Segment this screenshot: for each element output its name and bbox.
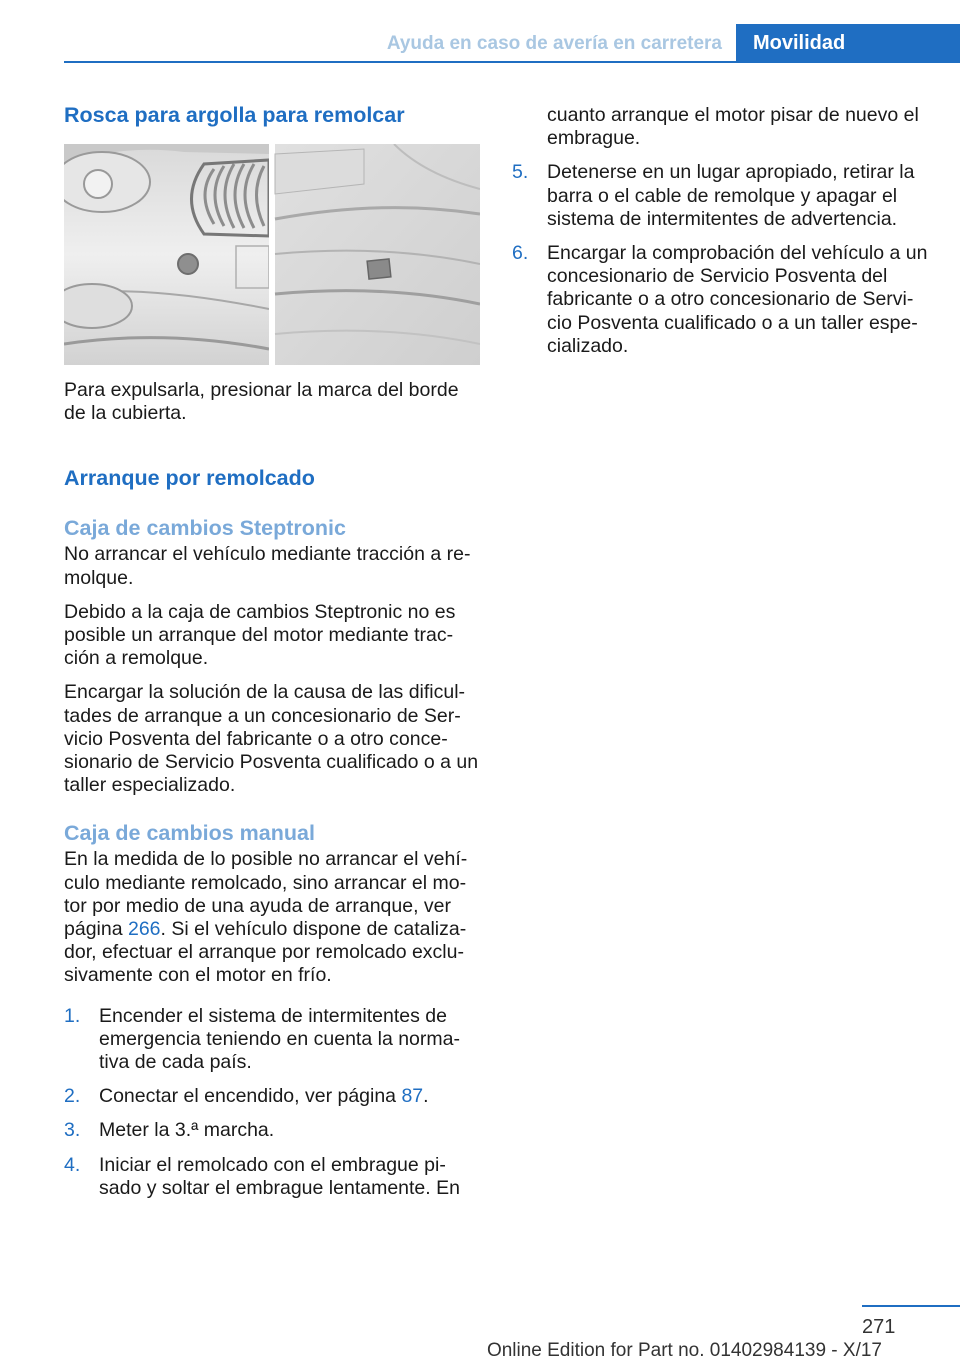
list-text: Iniciar el remolcado con el embrague pi‐sado y soltar el embrague lentamente. En [99,1153,460,1199]
list-number: 2. [64,1085,81,1108]
paragraph-text: . Si el vehículo dispone de cataliza‐dor, efectuar el arranque por remolcado exclu‐sivamente con el motor en frío. [64,918,467,987]
header-divider [64,61,960,63]
steps-list-continued [512,161,930,358]
page-link-266[interactable]: 266 [127,918,161,941]
list-item [512,242,930,358]
list-continuation: cuanto arranque el motor pisar de nuevo el embrague. [547,104,919,150]
list-number: 4. [64,1153,81,1176]
list-number: 6. [512,242,529,265]
list-text: Encargar la comprobación del vehículo a un concesionario de Servicio Posventa del fabricante o a otro concesionario de Servi‐cio Posventa cualificado o a un taller espe‐cializado. [547,242,928,357]
paragraph-text: En la medida de lo posible no arrancar el vehí‐culo mediante remolcado, sino arrancar el mo‐tor por medio de una ayuda de arranque, ver página [64,848,468,941]
footer-divider [862,1305,960,1307]
paragraph: No arrancar el vehículo mediante tracción a re‐molque. [64,543,471,589]
image-caption: Para expulsarla, presionar la marca del borde de la cubierta. [64,379,459,425]
subsection-steptronic: Caja de cambios Steptronic [64,516,346,541]
bumper-illustration [64,144,480,365]
paragraph [64,848,480,987]
list-item [512,161,930,231]
page-link-87[interactable]: 87 [401,1085,424,1108]
bumper-drawing [64,144,480,365]
steps-list [64,1005,480,1200]
header-section-title: Ayuda en caso de avería en carretera [386,33,722,54]
list-text: Conectar el encendido, ver página [99,1085,402,1108]
list-item [64,1154,480,1200]
list-item [64,1005,480,1075]
paragraph: Encargar la solución de la causa de las dificul‐tades de arranque a un concesionario de Ser‐vicio Posventa del fabricante o a otro conce‐sionario de Servicio Posventa cualificado o a un taller especializado. [64,681,479,797]
list-number: 1. [64,1004,81,1027]
section-title-tow-start: Arranque por remolcado [64,466,315,491]
list-number: 3. [64,1119,81,1142]
header-chapter-tab[interactable]: Movilidad [736,24,960,62]
page-number: 271 [862,1316,896,1338]
list-text: Meter la 3.ª marcha. [99,1119,275,1142]
left-column [64,100,480,1200]
list-text: Detenerse en un lugar apropiado, retirar la barra o el cable de remolque y apagar el sistema de intermitentes de advertencia. [547,161,915,230]
paragraph: Debido a la caja de cambios Steptronic no es posible un arranque del motor mediante trac‐ción a remolque. [64,600,456,670]
list-text: . [423,1085,429,1108]
list-number: 5. [512,161,529,184]
footer-edition: Online Edition for Part no. 01402984139 - X/17 [486,1340,882,1361]
subsection-manual-gearbox: Caja de cambios manual [64,821,315,846]
right-column [512,104,930,358]
list-item [64,1085,480,1108]
list-text: Encender el sistema de intermitentes de emergencia teniendo en cuenta la norma‐tiva de cada país. [99,1004,460,1074]
section-title-tow-eye-thread: Rosca para argolla para remolcar [64,103,405,127]
list-item [64,1119,480,1142]
